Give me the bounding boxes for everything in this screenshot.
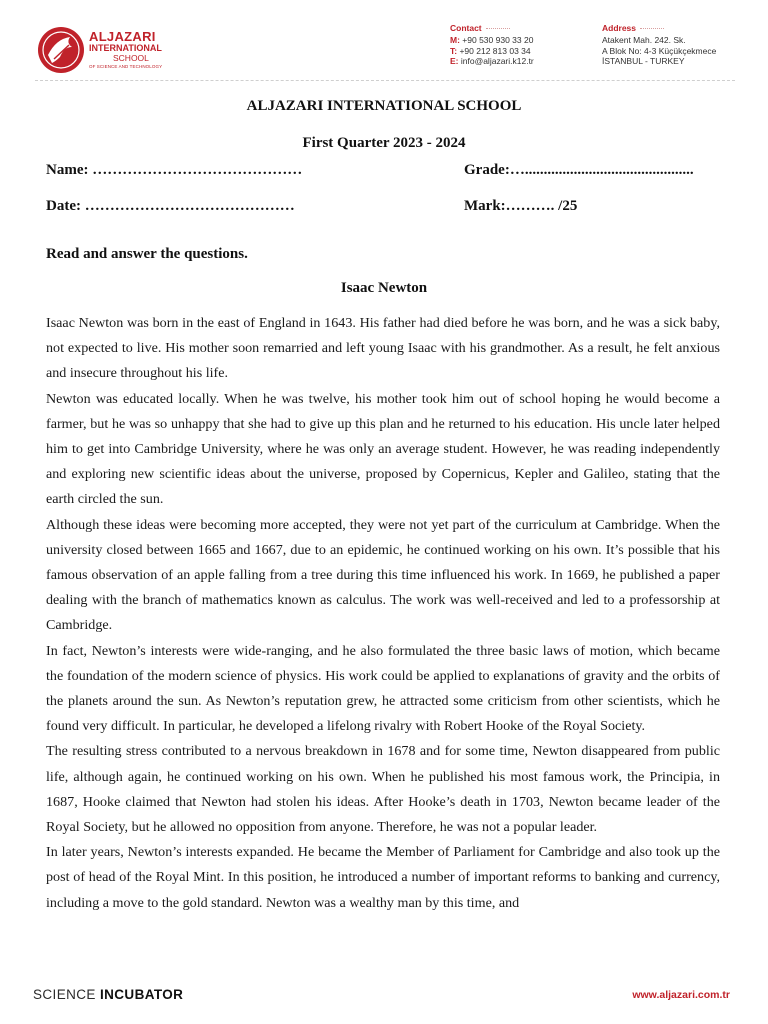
contact-title-row [450, 23, 534, 33]
address-title-row [602, 23, 716, 33]
footer-website-link[interactable]: www.aljazari.com.tr [632, 989, 730, 1001]
address-line-1: Atakent Mah. 242. Sk. [602, 35, 686, 46]
logo-tagline: OF SCIENCE AND TECHNOLOGY [89, 63, 163, 69]
contact-phone [450, 46, 534, 56]
mobile-label: M: [450, 35, 460, 46]
school-logo-text [89, 30, 162, 69]
footer-brand-bold: INCUBATOR [99, 987, 184, 1002]
header-divider [35, 80, 735, 81]
address-title: Address [602, 23, 637, 33]
contact-title: Contact [450, 23, 482, 33]
quarter-title: First Quarter 2023 - 2024 [302, 135, 466, 151]
logo-school: SCHOOL [113, 53, 149, 63]
address-line-3: İSTANBUL - TURKEY [602, 56, 685, 67]
paragraph: Newton was educated locally. When he was twelve, his mother took him out of school hoping he would become a farmer, but he was so unhappy that she had to give up this plan and he returned to his education. His uncle later helped him to get into Cambridge University, where he was only an average student. However, he was reading independently and exploring new scientific ideas about the universe, proposed by Copernicus, Kepler and Galileo, stating that the earth circled the sun. [46, 390, 720, 508]
paragraph: In later years, Newton’s interests expanded. He became the Member of Parliament for Cambridge and also took up the post of head of the Royal Mint. In this position, he introduced a number of important reforms to banking and currency, including a move to the gold standard. Newton was a wealthy man by this time, and [46, 844, 720, 911]
email-label: E: [450, 56, 459, 67]
logo-name: ALJAZARI [89, 29, 156, 44]
date-field[interactable]: Date: …………………………………… [46, 198, 295, 214]
footer-brand-light: SCIENCE [33, 987, 96, 1002]
mark-field[interactable]: Mark:………. /25 [464, 198, 578, 214]
instructions: Read and answer the questions. [46, 246, 248, 262]
school-title: ALJAZARI INTERNATIONAL SCHOOL [246, 98, 522, 114]
title-divider [486, 28, 510, 29]
paragraph: Isaac Newton was born in the east of England in 1643. His father had died before he was born, and he was a sick baby, not expected to live. His mother soon remarried and left young Isaac with his grandmother. As a result, he felt anxious and insecure throughout his life. [46, 315, 720, 382]
name-field[interactable]: Name: …………………………………… [46, 162, 303, 178]
mobile-value[interactable]: +90 530 930 33 20 [462, 35, 534, 46]
contact-mobile [450, 35, 534, 45]
paragraph: In fact, Newton’s interests were wide-ranging, and he also formulated the three basic laws of motion, which became the foundation of the modern science of physics. His work could be applied to explanations of gravity and the orbits of the planets around the sun. As Newton’s reputation grew, he attracted some criticism from other scientists, which he found very difficult. In particular, he developed a lifelong rivalry with Robert Hooke of the Royal Society. [46, 642, 720, 735]
paragraph: Although these ideas were becoming more accepted, they were not yet part of the curriculum at Cambridge. When the university closed between 1665 and 1667, due to an epidemic, he continued working on his own. It’s possible that his famous observation of an apple falling from a tree during this time influenced his work. In 1669, he published a paper dealing with the branch of mathematics known as calculus. The work was well-received and led to a professorship at Cambridge. [46, 516, 720, 634]
title-divider [640, 28, 664, 29]
contact-email [450, 56, 534, 66]
contact-block [450, 23, 534, 67]
logo-sub: INTERNATIONAL [89, 43, 162, 53]
article-body [46, 311, 720, 916]
address-block [602, 23, 716, 67]
phone-value[interactable]: +90 212 813 03 34 [459, 45, 531, 56]
paragraph: The resulting stress contributed to a nervous breakdown in 1678 and for some time, Newton disappeared from public life, although again, he continued working on his own. When he published his most famous work, the Principia, in 1687, Hooke claimed that Newton had stolen his ideas. After Hooke’s death in 1703, Newton became leader of the Royal Society, but he allowed no opposition from anyone. Therefore, he was not a popular leader. [46, 743, 720, 836]
phone-label: T: [450, 45, 458, 56]
footer-brand [33, 987, 183, 1002]
article-title: Isaac Newton [340, 280, 428, 296]
grade-field[interactable]: Grade:…............................................. [464, 162, 694, 178]
school-logo-emblem [36, 25, 86, 75]
address-line-2: A Blok No: 4-3 Küçükçekmece [602, 45, 717, 56]
email-value[interactable]: info@aljazari.k12.tr [460, 56, 534, 67]
